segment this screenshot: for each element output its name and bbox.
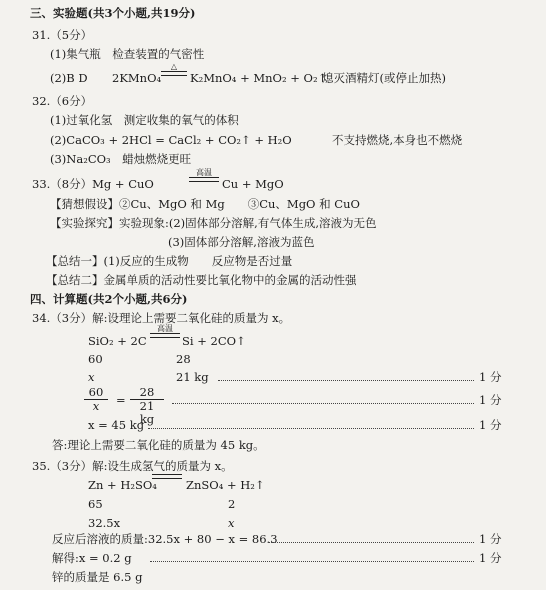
q34-result: x = 45 kg — [88, 418, 145, 432]
q33-reaction-arrow — [189, 169, 219, 182]
q35-dotted-leader-2 — [150, 561, 474, 562]
q33-equation-right: Cu + MgO — [222, 177, 284, 191]
q34-mass-left: x — [88, 370, 95, 384]
q34-dotted-leader-3 — [148, 428, 474, 429]
q33-summary-2: 【总结二】金属单质的活动性要比氧化物中的金属的活动性强 — [46, 273, 357, 287]
q33-guess: 【猜想假设】②Cu、MgO 和 Mg ③Cu、MgO 和 CuO — [50, 197, 360, 211]
q33-explore-1: 【实验探究】实验现象:(2)固体部分溶解,有气体生成,溶液为无色 — [50, 216, 377, 230]
q31-equation-right: K₂MnO₄ + MnO₂ + O₂↑ — [190, 71, 328, 85]
q31-equation-left: 2KMnO₄ — [112, 71, 162, 85]
q34-fraction-right-den: 21 kg — [139, 399, 155, 426]
q32-answer-2: (2)CaCO₃ + 2HCl = CaCl₂ + CO₂↑ + H₂O — [50, 133, 292, 147]
section4-heading: 四、计算题(共2个小题,共6分) — [30, 292, 188, 306]
q33-summary-1: 【总结一】(1)反应的生成物 反应物是否过量 — [46, 254, 293, 268]
q34-equation-left: SiO₂ + 2C — [88, 334, 147, 348]
q31-condition: △ — [170, 62, 178, 71]
q34-mass-right: 21 kg — [176, 370, 209, 384]
q35-score-1: 1 分 — [479, 532, 502, 546]
q35-mass-right: x — [228, 516, 235, 530]
q31-answer-2-prefix: (2)B D — [50, 71, 88, 85]
q35-solve: 解得:x = 0.2 g — [52, 551, 132, 565]
q34-dotted-leader-2 — [172, 403, 474, 404]
q34-condition: 高温 — [157, 324, 173, 333]
q32-label: 32.（6分） — [32, 94, 93, 108]
q34-label: 34.（3分）解:设理论上需要二氧化硅的质量为 x。 — [32, 311, 291, 325]
q33-label: 33.（8分）Mg + CuO — [32, 177, 154, 191]
q35-reaction-arrow — [152, 474, 182, 479]
q35-equation-left: Zn + H₂SO₄ — [88, 478, 157, 492]
q35-molar-left: 65 — [88, 497, 103, 511]
q35-score-2: 1 分 — [479, 551, 502, 565]
q35-mass-left: 32.5x — [88, 516, 121, 530]
q34-reaction-arrow — [150, 325, 180, 338]
q33-condition: 高温 — [196, 168, 212, 177]
q33-explore-2: (3)固体部分溶解,溶液为蓝色 — [168, 235, 315, 249]
q34-score-1: 1 分 — [479, 370, 502, 384]
q34-score-3: 1 分 — [479, 418, 502, 432]
q35-equation-right: ZnSO₄ + H₂↑ — [186, 478, 265, 492]
q31-answer-2-note: 熄灭酒精灯(或停止加热) — [322, 71, 446, 85]
q35-label: 35.（3分）解:设生成氢气的质量为 x。 — [32, 459, 233, 473]
q31-label: 31.（5分） — [32, 28, 93, 42]
q34-dotted-leader-1 — [218, 380, 474, 381]
q34-fraction-right-num: 28 — [130, 386, 164, 400]
q35-dotted-leader-1 — [268, 542, 474, 543]
q31-reaction-arrow — [161, 63, 187, 76]
q32-answer-2-note: 不支持燃烧,本身也不燃烧 — [332, 133, 463, 147]
q34-score-2: 1 分 — [479, 393, 502, 407]
q32-answer-1: (1)过氧化氢 测定收集的氧气的体积 — [50, 113, 239, 127]
q32-answer-3: (3)Na₂CO₃ 蜡烛燃烧更旺 — [50, 152, 192, 166]
q35-mass-equation: 反应后溶液的质量:32.5x + 80 − x = 86.3 — [52, 532, 278, 546]
q34-fraction-left-den: x — [92, 399, 100, 413]
q34-equation-right: Si + 2CO↑ — [182, 334, 246, 348]
q31-answer-1: (1)集气瓶 检查装置的气密性 — [50, 47, 205, 61]
q34-molar-right: 28 — [176, 352, 191, 366]
q34-answer: 答:理论上需要二氧化硅的质量为 45 kg。 — [52, 438, 265, 452]
q34-fraction-left-num: 60 — [84, 386, 108, 400]
q35-molar-right: 2 — [228, 497, 236, 511]
q34-fraction-left — [84, 386, 108, 413]
q34-molar-left: 60 — [88, 352, 103, 366]
q35-zinc-mass: 锌的质量是 6.5 g — [52, 570, 143, 584]
section3-heading: 三、实验题(共3个小题,共19分) — [30, 6, 196, 20]
q34-equals-sign: = — [116, 393, 126, 407]
